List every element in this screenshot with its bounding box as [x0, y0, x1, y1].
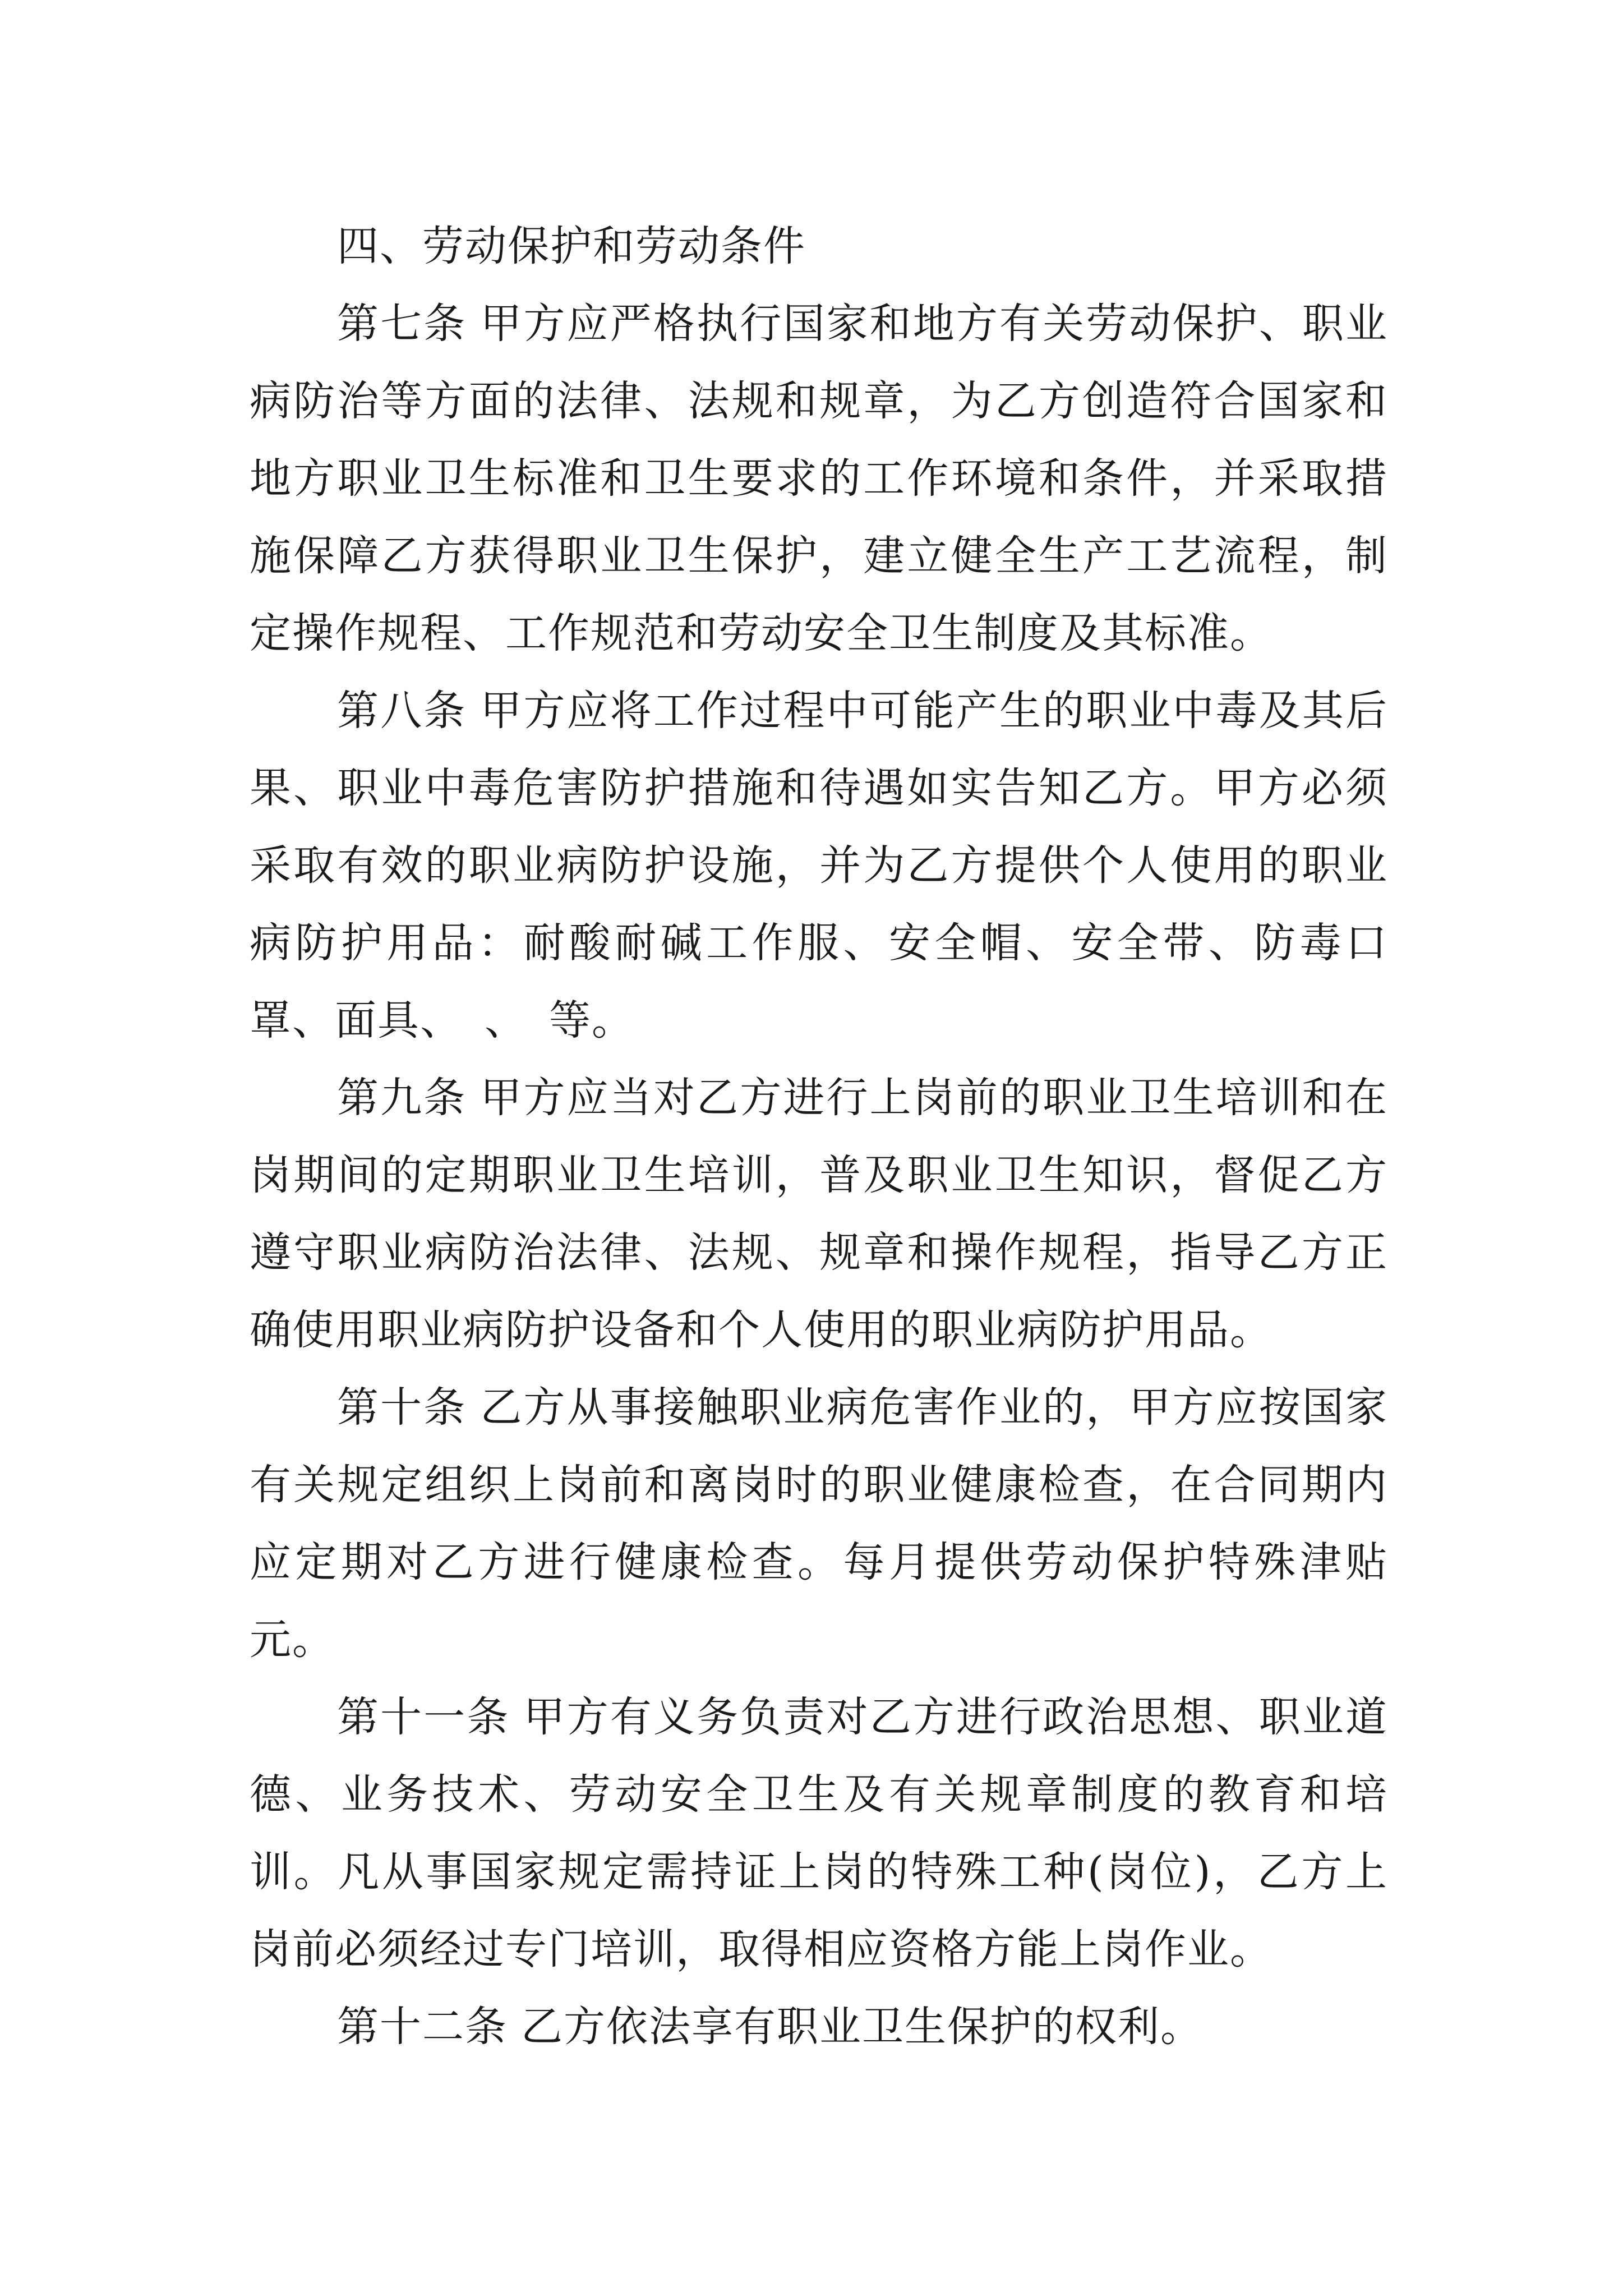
article-text: 乙方依法享有职业卫生保护的权利。 [521, 2003, 1203, 2051]
article-text: 甲方应严格执行国家和地方有关劳动保护、职业病防治等方面的法律、法规和规章，为乙方创造符合国家和地方职业卫生标准和卫生要求的工作环境和条件，并采取措施保障乙方获得职业卫生保护，建立健全生产工艺流程，制定操作规程、工作规范和劳动安全卫生制度及其标准。 [250, 300, 1389, 657]
article-label: 第七条 [337, 300, 467, 348]
article-label: 第八条 [337, 687, 467, 735]
article-8 [250, 672, 1388, 1059]
article-label: 第九条 [337, 1074, 467, 1122]
document-body [250, 208, 1473, 2065]
article-label: 第十条 [337, 1383, 467, 1432]
article-label: 第十一条 [337, 1693, 510, 1741]
article-text: 甲方有义务负责对乙方进行政治思想、职业道德、业务技术、劳动安全卫生及有关规章制度的教育和培训。凡从事国家规定需持证上岗的特殊工种(岗位)，乙方上岗前必须经过专门培训，取得相应资格方能上岗作业。 [250, 1693, 1389, 1973]
section-heading: 四、劳动保护和劳动条件 [337, 222, 806, 270]
article-11 [250, 1678, 1388, 1988]
article-text: 甲方应将工作过程中可能产生的职业中毒及其后果、职业中毒危害防护措施和待遇如实告知乙方。甲方必须采取有效的职业病防护设施，并为乙方提供个人使用的职业病防护用品：耐酸耐碱工作服、安全帽、安全带、防毒口罩、面具、 、 等。 [250, 687, 1389, 1045]
article-9 [250, 1059, 1388, 1369]
article-text: 乙方从事接触职业病危害作业的，甲方应按国家有关规定组织上岗前和离岗时的职业健康检查，在合同期内应定期对乙方进行健康检查。每月提供劳动保护特殊津贴 元。 [250, 1383, 1473, 1664]
article-10 [250, 1369, 1473, 1678]
article-text: 甲方应当对乙方进行上岗前的职业卫生培训和在岗期间的定期职业卫生培训，普及职业卫生知识，督促乙方遵守职业病防治法律、法规、规章和操作规程，指导乙方正确使用职业病防护设备和个人使用的职业病防护用品。 [250, 1074, 1389, 1354]
article-label: 第十二条 [337, 2003, 508, 2051]
article-12 [250, 1988, 1388, 2065]
article-7 [250, 285, 1388, 672]
